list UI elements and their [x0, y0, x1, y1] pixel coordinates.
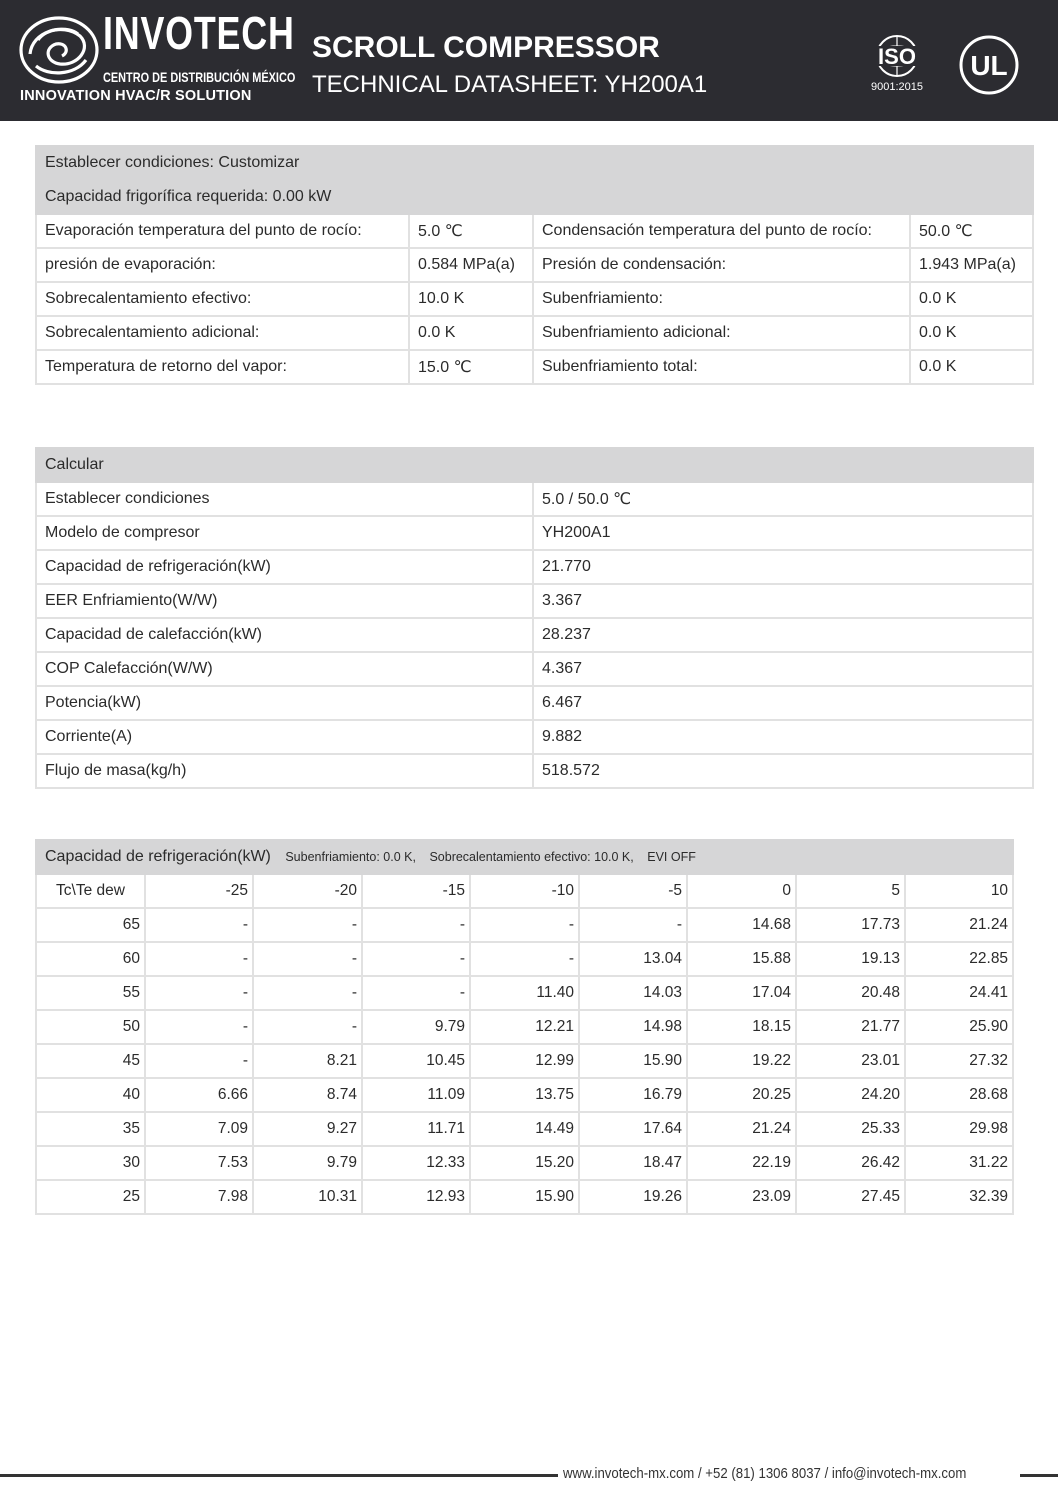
capacity-cell: 18.47 — [579, 1146, 687, 1180]
capacity-cell: 9.27 — [253, 1112, 362, 1146]
calc-label: Capacidad de calefacción(kW) — [36, 618, 533, 652]
calc-row — [36, 482, 1033, 516]
capacity-cell: - — [145, 1010, 253, 1044]
capacity-cell: 15.20 — [470, 1146, 579, 1180]
capacity-column-header: 5 — [796, 874, 905, 908]
capacity-cell: 29.98 — [905, 1112, 1013, 1146]
capacity-cell: 9.79 — [253, 1146, 362, 1180]
capacity-cell: 24.20 — [796, 1078, 905, 1112]
capacity-cell: 22.85 — [905, 942, 1013, 976]
capacity-column-header: -20 — [253, 874, 362, 908]
calc-value: 4.367 — [533, 652, 1033, 686]
capacity-row-tc: 40 — [36, 1078, 145, 1112]
capacity-cell: 19.13 — [796, 942, 905, 976]
capacity-cell: 23.01 — [796, 1044, 905, 1078]
capacity-cell: - — [362, 976, 470, 1010]
capacity-cell: 14.49 — [470, 1112, 579, 1146]
capacity-cell: 12.33 — [362, 1146, 470, 1180]
condition-label: presión de evaporación: — [36, 248, 409, 282]
capacity-cell: - — [362, 942, 470, 976]
calc-row — [36, 686, 1033, 720]
capacity-cell: - — [579, 908, 687, 942]
capacity-cell: 19.26 — [579, 1180, 687, 1214]
calc-value: 6.467 — [533, 686, 1033, 720]
capacity-cell: 17.64 — [579, 1112, 687, 1146]
condition-value: 0.584 MPa(a) — [409, 248, 533, 282]
calc-row — [36, 754, 1033, 788]
condition-row — [36, 248, 1033, 282]
capacity-cell: 27.32 — [905, 1044, 1013, 1078]
capacity-cell: 20.25 — [687, 1078, 796, 1112]
ul-label: UL — [970, 50, 1008, 81]
capacity-cell: - — [145, 942, 253, 976]
calc-row — [36, 618, 1033, 652]
capacity-row-tc: 50 — [36, 1010, 145, 1044]
capacity-row — [36, 1180, 1013, 1214]
capacity-cell: 23.09 — [687, 1180, 796, 1214]
capacity-cell: 17.04 — [687, 976, 796, 1010]
capacity-column-header: -5 — [579, 874, 687, 908]
capacity-cell: 12.21 — [470, 1010, 579, 1044]
capacity-cell: - — [253, 908, 362, 942]
capacity-cell: 20.48 — [796, 976, 905, 1010]
capacity-column-header: -10 — [470, 874, 579, 908]
capacity-cell: - — [145, 908, 253, 942]
condition-label: Temperatura de retorno del vapor: — [36, 350, 409, 384]
capacity-row — [36, 1044, 1013, 1078]
condition-row — [36, 316, 1033, 350]
invotech-logo-swirl-icon — [18, 14, 100, 86]
conditions-table — [35, 145, 1034, 385]
capacity-row-tc: 25 — [36, 1180, 145, 1214]
capacity-cell: - — [253, 942, 362, 976]
capacity-cell: 19.22 — [687, 1044, 796, 1078]
capacity-cell: 15.90 — [579, 1044, 687, 1078]
capacity-cell: 7.09 — [145, 1112, 253, 1146]
capacity-row-tc: 55 — [36, 976, 145, 1010]
capacity-cell: 9.79 — [362, 1010, 470, 1044]
calc-label: Establecer condiciones — [36, 482, 533, 516]
capacity-cell: 10.31 — [253, 1180, 362, 1214]
condition-label: Sobrecalentamiento adicional: — [36, 316, 409, 350]
capacity-cell: 32.39 — [905, 1180, 1013, 1214]
calc-value: 28.237 — [533, 618, 1033, 652]
capacity-row — [36, 942, 1013, 976]
capacity-cell: 16.79 — [579, 1078, 687, 1112]
capacity-cell: 14.68 — [687, 908, 796, 942]
condition-value: 0.0 K — [910, 350, 1033, 384]
calc-row — [36, 550, 1033, 584]
capacity-cell: - — [253, 1010, 362, 1044]
capacity-cell: 21.24 — [687, 1112, 796, 1146]
document-subtitle: TECHNICAL DATASHEET: YH200A1 — [312, 71, 708, 98]
capacity-cell: 11.71 — [362, 1112, 470, 1146]
condition-value: 15.0 ℃ — [409, 350, 533, 384]
condition-value: 50.0 ℃ — [910, 214, 1033, 248]
brand-name: INVOTECH — [103, 7, 295, 59]
iso-label: ISO — [878, 44, 916, 69]
footer-contact: www.invotech-mx.com / +52 (81) 1306 8037 / info@invotech-mx.com — [563, 1465, 967, 1482]
capacity-header — [36, 840, 1013, 874]
capacity-cell: 21.77 — [796, 1010, 905, 1044]
capacity-notes — [285, 850, 706, 864]
capacity-title: Capacidad de refrigeración(kW) — [45, 848, 271, 865]
capacity-cell: 26.42 — [796, 1146, 905, 1180]
capacity-cell: 12.93 — [362, 1180, 470, 1214]
calc-label: Flujo de masa(kg/h) — [36, 754, 533, 788]
calc-row — [36, 720, 1033, 754]
capacity-cell: - — [253, 976, 362, 1010]
capacity-row — [36, 976, 1013, 1010]
capacity-cell: 12.99 — [470, 1044, 579, 1078]
capacity-cell: 25.33 — [796, 1112, 905, 1146]
calc-value: 9.882 — [533, 720, 1033, 754]
condition-label: Subenfriamiento adicional: — [533, 316, 910, 350]
condition-label: Presión de condensación: — [533, 248, 910, 282]
capacity-cell: 13.75 — [470, 1078, 579, 1112]
capacity-cell: 10.45 — [362, 1044, 470, 1078]
capacity-cell: 28.68 — [905, 1078, 1013, 1112]
condition-value: 0.0 K — [910, 282, 1033, 316]
capacity-cell: 13.04 — [579, 942, 687, 976]
capacity-cell: 8.74 — [253, 1078, 362, 1112]
iso-certification-icon — [864, 34, 930, 94]
document-title: SCROLL COMPRESSOR — [312, 31, 660, 64]
capacity-row — [36, 1146, 1013, 1180]
calc-row — [36, 584, 1033, 618]
ul-certification-icon — [958, 34, 1020, 96]
condition-label: Sobrecalentamiento efectivo: — [36, 282, 409, 316]
capacity-row — [36, 1112, 1013, 1146]
capacity-column-header-row — [36, 874, 1013, 908]
capacity-cell: - — [145, 976, 253, 1010]
capacity-cell: 22.19 — [687, 1146, 796, 1180]
capacity-row-tc: 60 — [36, 942, 145, 976]
capacity-cell: 17.73 — [796, 908, 905, 942]
capacity-cell: 7.53 — [145, 1146, 253, 1180]
calc-label: Modelo de compresor — [36, 516, 533, 550]
footer-divider-right — [1020, 1474, 1058, 1477]
capacity-cell: 6.66 — [145, 1078, 253, 1112]
calc-row — [36, 516, 1033, 550]
capacity-row-tc: 35 — [36, 1112, 145, 1146]
calc-row — [36, 652, 1033, 686]
calc-value: 3.367 — [533, 584, 1033, 618]
capacity-row — [36, 1078, 1013, 1112]
calc-value: 5.0 / 50.0 ℃ — [533, 482, 1033, 516]
capacity-cell: 27.45 — [796, 1180, 905, 1214]
calc-value: 518.572 — [533, 754, 1033, 788]
capacity-cell: 14.03 — [579, 976, 687, 1010]
condition-label: Subenfriamiento total: — [533, 350, 910, 384]
calc-label: Potencia(kW) — [36, 686, 533, 720]
calculation-table — [35, 447, 1034, 789]
capacity-cell: - — [145, 1044, 253, 1078]
condition-value: 1.943 MPa(a) — [910, 248, 1033, 282]
capacity-note-evi: EVI OFF — [647, 850, 696, 864]
capacity-cell: 24.41 — [905, 976, 1013, 1010]
condition-row — [36, 350, 1033, 384]
condition-value: 10.0 K — [409, 282, 533, 316]
footer-divider-left — [0, 1474, 558, 1477]
capacity-column-header: 10 — [905, 874, 1013, 908]
condition-value: 5.0 ℃ — [409, 214, 533, 248]
capacity-cell: 8.21 — [253, 1044, 362, 1078]
capacity-cell: 11.09 — [362, 1078, 470, 1112]
required-capacity-row — [36, 180, 1033, 214]
calc-value: 21.770 — [533, 550, 1033, 584]
capacity-row-tc: 45 — [36, 1044, 145, 1078]
capacity-row-tc: 65 — [36, 908, 145, 942]
capacity-cell: 11.40 — [470, 976, 579, 1010]
condition-value: 0.0 K — [409, 316, 533, 350]
conditions-title: Establecer condiciones: Customizar — [36, 146, 1033, 180]
capacity-cell: 21.24 — [905, 908, 1013, 942]
capacity-table — [35, 839, 1014, 1215]
condition-label: Evaporación temperatura del punto de rocío: — [36, 214, 409, 248]
capacity-cell: - — [362, 908, 470, 942]
capacity-note-superheat: Sobrecalentamiento efectivo: 10.0 K, — [429, 850, 634, 864]
calc-header-row — [36, 448, 1033, 482]
calc-label: Corriente(A) — [36, 720, 533, 754]
capacity-row — [36, 908, 1013, 942]
capacity-cell: - — [470, 908, 579, 942]
capacity-cell: 31.22 — [905, 1146, 1013, 1180]
calc-title: Calcular — [36, 448, 1033, 482]
capacity-header-row — [36, 840, 1013, 874]
capacity-column-header: -15 — [362, 874, 470, 908]
calc-label: EER Enfriamiento(W/W) — [36, 584, 533, 618]
capacity-column-header: -25 — [145, 874, 253, 908]
brand-subtitle: CENTRO DE DISTRIBUCIÓN MÉXICO — [103, 69, 296, 85]
capacity-cell: 14.98 — [579, 1010, 687, 1044]
capacity-note-subcooling: Subenfriamiento: 0.0 K, — [285, 850, 416, 864]
brand-tagline: INNOVATION HVAC/R SOLUTION — [20, 88, 252, 104]
calc-value: YH200A1 — [533, 516, 1033, 550]
capacity-cell: 15.90 — [470, 1180, 579, 1214]
capacity-cell: 18.15 — [687, 1010, 796, 1044]
capacity-row — [36, 1010, 1013, 1044]
condition-label: Subenfriamiento: — [533, 282, 910, 316]
conditions-header-row — [36, 146, 1033, 180]
required-capacity: Capacidad frigorífica requerida: 0.00 kW — [36, 180, 1033, 214]
calc-label: COP Calefacción(W/W) — [36, 652, 533, 686]
iso-standard: 9001:2015 — [871, 81, 923, 93]
capacity-row-tc: 30 — [36, 1146, 145, 1180]
capacity-column-header: 0 — [687, 874, 796, 908]
capacity-cell: 7.98 — [145, 1180, 253, 1214]
condition-value: 0.0 K — [910, 316, 1033, 350]
condition-label: Condensación temperatura del punto de rocío: — [533, 214, 910, 248]
condition-row — [36, 214, 1033, 248]
capacity-corner-label: Tc\Te dew — [36, 874, 145, 908]
page-header — [0, 0, 1058, 121]
capacity-cell: - — [470, 942, 579, 976]
capacity-cell: 15.88 — [687, 942, 796, 976]
capacity-cell: 25.90 — [905, 1010, 1013, 1044]
condition-row — [36, 282, 1033, 316]
calc-label: Capacidad de refrigeración(kW) — [36, 550, 533, 584]
